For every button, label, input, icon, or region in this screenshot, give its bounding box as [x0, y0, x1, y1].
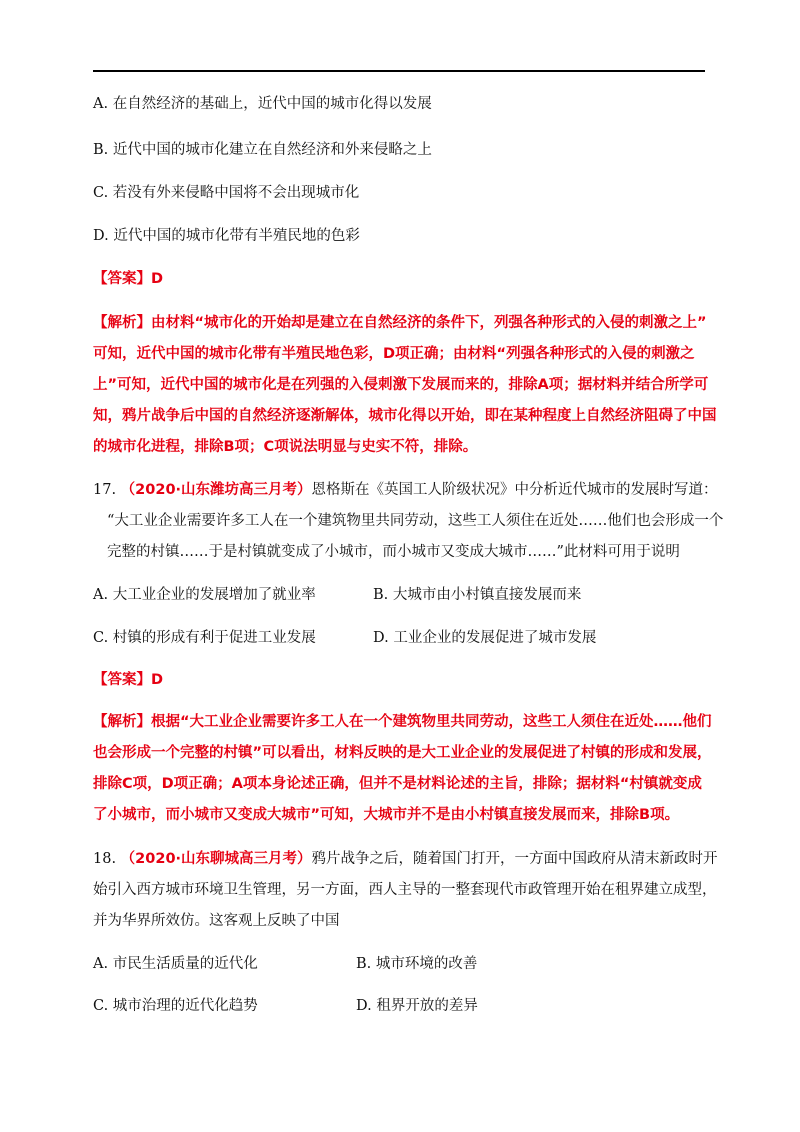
q17-option-a[interactable]: A. 大工业企业的发展增加了就业率	[93, 587, 316, 603]
q16-analysis-line: 的城市化进程，排除B项；C项说法明显与史实不符，排除。	[93, 439, 478, 455]
q16-option-c[interactable]: C. 若没有外来侵略中国将不会出现城市化	[93, 185, 360, 201]
q16-analysis-line: 可知，近代中国的城市化带有半殖民地色彩，D项正确；由材料“列强各种形式的入侵的刺激之	[93, 346, 695, 362]
q18-option-d[interactable]: D. 租界开放的差异	[356, 998, 478, 1014]
q17-option-b[interactable]: B. 大城市由小村镇直接发展而来	[373, 587, 582, 603]
q18-stem-text: 鸦片战争之后，随着国门打开，一方面中国政府从清末新政时开	[311, 851, 718, 867]
q16-analysis-line: 【解析】由材料“城市化的开始却是建立在自然经济的条件下，列强各种形式的入侵的刺激之上”	[93, 315, 707, 331]
q16-option-b[interactable]: B. 近代中国的城市化建立在自然经济和外来侵略之上	[93, 142, 432, 158]
q17-analysis-line: 了小城市，而小城市又变成大城市”可知，大城市并不是由小村镇直接发展而来，排除B项。	[93, 807, 680, 823]
q18-stem-line: 并为华界所效仿。这客观上反映了中国	[93, 913, 340, 929]
q18-stem-line: 始引入西方城市环境卫生管理，另一方面，西人主导的一整套现代市政管理开始在租界建立成型，	[93, 882, 717, 898]
q18-stem	[93, 849, 718, 869]
q17-stem-text: 恩格斯在《英国工人阶级状况》中分析近代城市的发展时写道：	[311, 482, 718, 498]
q18-option-b[interactable]: B. 城市环境的改善	[356, 956, 478, 972]
q16-analysis-line: 上”可知，近代中国的城市化是在列强的入侵刺激下发展而来的，排除A项；据材料并结合所学可	[93, 377, 709, 393]
q17-source: （2020·山东潍坊高三月考）	[120, 482, 312, 498]
q17-option-c[interactable]: C. 村镇的形成有利于促进工业发展	[93, 630, 316, 646]
q16-option-a[interactable]: A. 在自然经济的基础上，近代中国的城市化得以发展	[93, 96, 432, 112]
q17-stem-line: 完整的村镇……于是村镇就变成了小城市，而小城市又变成大城市……”此材料可用于说明	[107, 544, 680, 560]
q17-analysis-line: 排除C项，D项正确；A项本身论述正确，但并不是材料论述的主旨，排除；据材料“村镇就变成	[93, 776, 702, 792]
header-rule	[93, 70, 705, 72]
q18-source: （2020·山东聊城高三月考）	[120, 851, 312, 867]
q17-analysis-line: 【解析】根据“大工业企业需要许多工人在一个建筑物里共同劳动，这些工人须住在近处……他们	[93, 714, 712, 730]
q17-option-d[interactable]: D. 工业企业的发展促进了城市发展	[373, 630, 597, 646]
q16-answer: 【答案】D	[93, 271, 164, 287]
q17-analysis-line: 也会形成一个完整的村镇”可以看出，材料反映的是大工业企业的发展促进了村镇的形成和发展，	[93, 745, 712, 761]
q18-number: 18.	[93, 851, 117, 867]
q18-option-a[interactable]: A. 市民生活质量的近代化	[93, 956, 258, 972]
q17-stem	[93, 480, 718, 500]
q16-analysis-line: 知，鸦片战争后中国的自然经济逐渐解体，城市化得以开始，即在某种程度上自然经济阻碍了中国	[93, 408, 717, 424]
q16-option-d[interactable]: D. 近代中国的城市化带有半殖民地的色彩	[93, 228, 360, 244]
q17-stem-line: “大工业企业需要许多工人在一个建筑物里共同劳动，这些工人须住在近处……他们也会形成一个	[107, 513, 724, 529]
q17-number: 17.	[93, 482, 117, 498]
q17-answer: 【答案】D	[93, 672, 164, 688]
q18-option-c[interactable]: C. 城市治理的近代化趋势	[93, 998, 258, 1014]
